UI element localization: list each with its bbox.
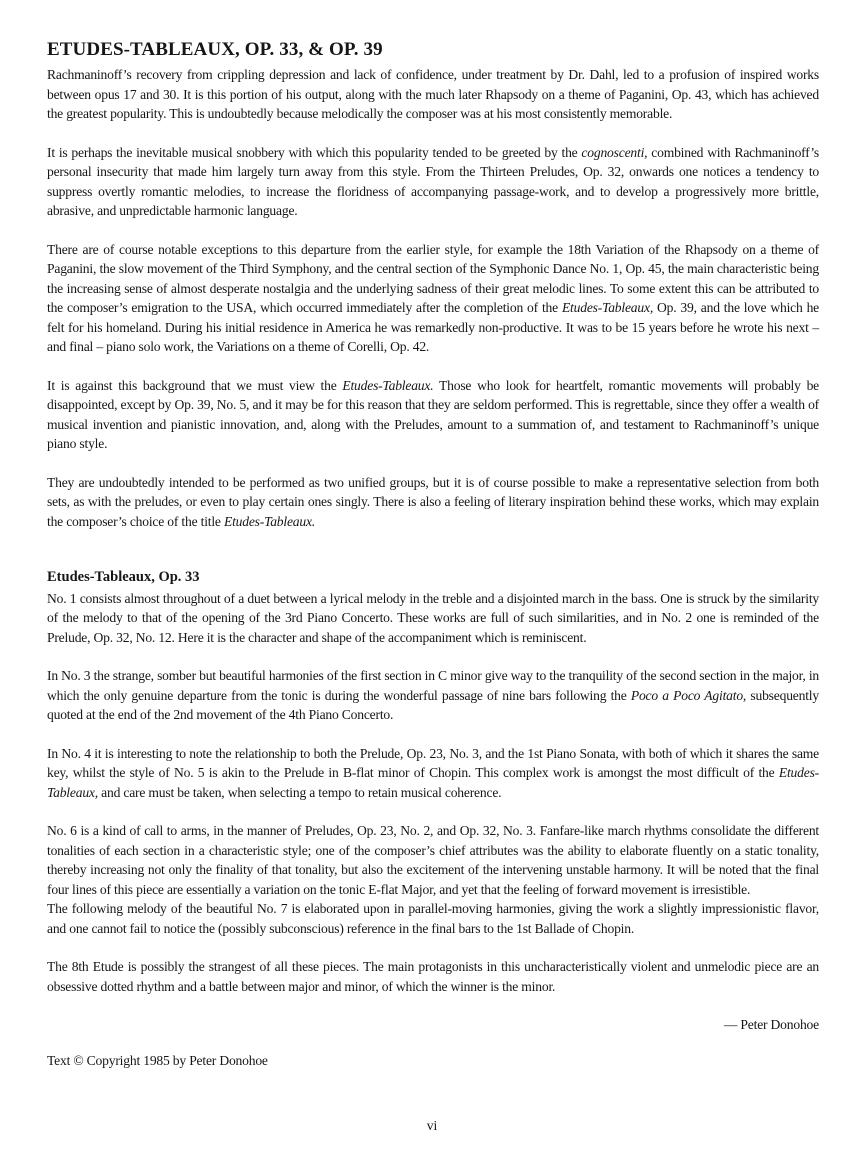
page-title: ETUDES-TABLEAUX, OP. 33, & OP. 39 (47, 39, 383, 60)
body-text: The 8th Etude is possibly the strangest of all these pieces. The main protagonists in this uncharacteristically violent and unmelodic piece are an obsessive dotted rhythm and a battle between major and minor, of which the winner is the minor. (47, 959, 819, 994)
paragraph (47, 143, 819, 221)
paragraph (47, 666, 819, 725)
body-text: The following melody of the beautiful No. 7 is elaborated upon in parallel-moving harmonies, giving the work a slightly impressionistic flavor, and one cannot fail to notice the (possibly subconscious) reference in the final bars to the 1st Ballade of Chopin. (47, 901, 819, 936)
italic-text: cognoscenti, (581, 144, 648, 160)
body-text: They are undoubtedly intended to be performed as two unified groups, but it is of course possible to make a representative selection from both sets, as with the preludes, or even to play certain ones singly. There is also a feeling of literary inspiration behind these works, which may explain the composer’s choice of the title (47, 474, 819, 529)
paragraph (47, 473, 819, 532)
section-heading: Etudes-Tableaux, Op. 33 (47, 569, 200, 585)
italic-text: Poco a Poco Agitato (630, 687, 743, 703)
text-column (47, 38, 819, 1070)
paragraph (47, 744, 819, 803)
italic-text: Etudes-Tableaux. (342, 377, 434, 393)
body-text: combined with Rachmaninoff’s personal insecurity that made him largely turn away from this style. From the Thirteen Preludes, Op. 32, onwards one notices a tendency to suppress overtly romantic melodies, to increase the floridness of accompanying passage-work, and to develop a progressively more brittle, abrasive, and unpredictable harmonic language. (47, 144, 819, 218)
body-text: No. 1 consists almost throughout of a duet between a lyrical melody in the treble and a disjointed march in the bass. One is struck by the similarity of the melody to that of the opening of the 3rd Piano Concerto. These works are full of such similarities, and in No. 2 one is reminded of the Prelude, Op. 32, No. 12. Here it is the character and shape of the accompaniment which is reminiscent. (47, 590, 819, 645)
body-text: Those who look for heartfelt, romantic movements will probably be disappointed, except by Op. 39, No. 5, and it may be for this reason that they are seldom performed. This is regrettable, since they offer a wealth of musical invention and pianistic innovation, and, along with the Preludes, amount to a summation of, and testament to Rachmaninoff’s unique piano style. (47, 377, 819, 451)
body-text: , subsequently quoted at the end of the 2nd movement of the 4th Piano Concerto. (47, 687, 819, 722)
body-text: Rachmaninoff’s recovery from crippling depression and lack of confidence, under treatment by Dr. Dahl, led to a profusion of inspired works between opus 17 and 30. It is this portion of his output, along with the much later Rhapsody on a theme of Paganini, Op. 43, which has achieved the greatest popularity. This is undoubtedly because melodically the composer was at his most consistently memorable. (47, 67, 819, 121)
paragraph (47, 821, 819, 899)
body-text: There are of course notable exceptions to this departure from the earlier style, for example the 18th Variation of the Rhapsody on a theme of Paganini, the slow movement of the Third Symphony, and the central section of the Symphonic Dance No. 1, Op. 45, the main characteristic being the increasing sense of almost desperate nostalgia and the underlying sadness of their great melodic lines. To some extent this can be attributed to the composer’s emigration to the USA, which occurred immediately after the completion of the (47, 241, 819, 315)
paragraph (47, 589, 819, 648)
body-text: It is perhaps the inevitable musical snobbery with which this popularity tended to be greeted by the (47, 144, 582, 160)
paragraph (47, 240, 819, 357)
author-signature: — Peter Donohoe (723, 1017, 819, 1032)
body-text: No. 6 is a kind of call to arms, in the manner of Preludes, Op. 23, No. 2, and Op. 32, No. 3. Fanfare-like march rhythms consolidate the different tonalities of each section in a characteristic style; one of the composer’s chief attributes was the ability to elaborate fluently on a static tonality, thereby increasing not only the finality of that tonality, but also the excitement of the intervening unstable harmony. It will be noted that the final four lines of this piece are essentially a variation on the tonic E-flat Major, and yet that the feeling of forward movement is irresistible. (47, 823, 819, 897)
paragraph (47, 899, 819, 938)
italic-text: Etudes-Tableaux, (561, 300, 654, 315)
body-text: and care must be taken, when selecting a tempo to retain musical coherence. (97, 784, 502, 800)
page-number: vi (426, 1118, 438, 1133)
italic-text: Etudes-Tableaux, (47, 765, 819, 800)
italic-text: Etudes-Tableaux. (223, 513, 316, 529)
paragraph (47, 376, 819, 454)
paragraph (47, 65, 819, 124)
body-text: Op. 39, and the love which he felt for his homeland. During his initial residence in America he was remarkedly non-productive. It was to be 15 years before he wrote his next – and final – piano solo work, the Variations on a theme of Corelli, Op. 42. (47, 300, 819, 354)
copyright-line: Text © Copyright 1985 by Peter Donohoe (47, 1052, 268, 1068)
document-body (47, 65, 819, 996)
body-text: In No. 4 it is interesting to note the relationship to both the Prelude, Op. 23, No. 3, and the 1st Piano Sonata, with both of which it shares the same key, whilst the style of No. 5 is akin to the Prelude in B-flat minor of Chopin. This complex work is amongst the most difficult of the (47, 745, 819, 780)
body-text: In No. 3 the strange, somber but beautiful harmonies of the first section in C minor give way to the tranquility of the second section in the major, in which the only genuine departure from the tonic is during the wonderful passage of nine bars following the (47, 668, 819, 703)
paragraph (47, 957, 819, 996)
body-text: It is against this background that we must view the (47, 377, 343, 393)
